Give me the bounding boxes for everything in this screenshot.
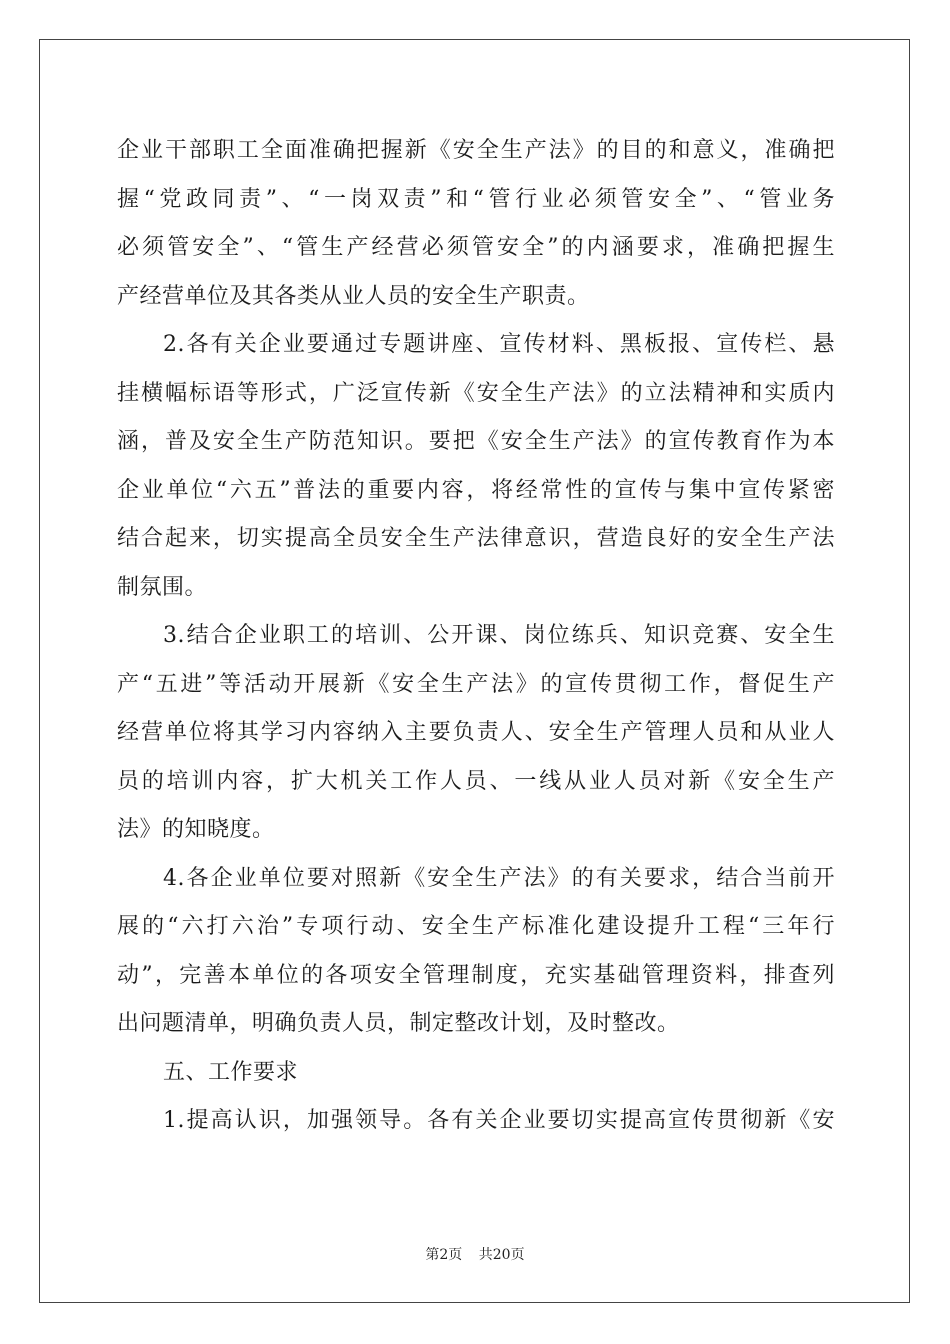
page-footer (0, 1244, 950, 1264)
text-line: 结合起来，切实提高全员安全生产法律意识，营造良好的安全生产法 (117, 526, 835, 551)
text-line: 产“五进”等活动开展新《安全生产法》的宣传贯彻工作，督促生产 (117, 671, 835, 697)
page-number: 第2页 (425, 1247, 463, 1263)
text-line: 制氛围。 (117, 574, 208, 600)
text-line: 法》的知晓度。 (117, 817, 275, 842)
text-line: 4.各企业单位要对照新《安全生产法》的有关要求，结合当前开 (163, 865, 835, 891)
text-line: 涵，普及安全生产防范知识。要把《安全生产法》的宣传教育作为本 (117, 429, 835, 454)
text-line: 五、工作要求 (163, 1059, 299, 1085)
text-line: 经营单位将其学习内容纳入主要负责人、安全生产管理人员和从业人 (117, 720, 835, 745)
page-total: 共20页 (478, 1247, 525, 1263)
document-body (117, 127, 835, 1146)
text-line: 企业单位“六五”普法的重要内容，将经常性的宣传与集中宣传紧密 (117, 477, 835, 503)
text-line: 3.结合企业职工的培训、公开课、岗位练兵、知识竞赛、安全生 (163, 623, 835, 648)
text-line: 展的“六打六治”专项行动、安全生产标准化建设提升工程“三年行 (117, 914, 835, 939)
text-line: 产经营单位及其各类从业人员的安全生产职责。 (117, 283, 590, 309)
text-line: 1.提高认识，加强领导。各有关企业要切实提高宣传贯彻新《安 (163, 1108, 835, 1133)
text-line: 出问题清单，明确负责人员，制定整改计划，及时整改。 (117, 1011, 680, 1036)
text-line: 挂横幅标语等形式，广泛宣传新《安全生产法》的立法精神和实质内 (117, 380, 835, 406)
text-line: 企业干部职工全面准确把握新《安全生产法》的目的和意义，准确把 (117, 138, 835, 163)
text-line: 动”，完善本单位的各项安全管理制度，充实基础管理资料，排查列 (117, 962, 835, 988)
text-line: 握“党政同责”、“一岗双责”和“管行业必须管安全”、“管业务 (117, 186, 835, 212)
text-line: 2.各有关企业要通过专题讲座、宣传材料、黑板报、宣传栏、悬 (163, 332, 835, 357)
text-line: 员的培训内容，扩大机关工作人员、一线从业人员对新《安全生产 (117, 768, 835, 794)
text-line: 必须管安全”、“管生产经营必须管安全”的内涵要求，准确把握生 (117, 235, 835, 260)
